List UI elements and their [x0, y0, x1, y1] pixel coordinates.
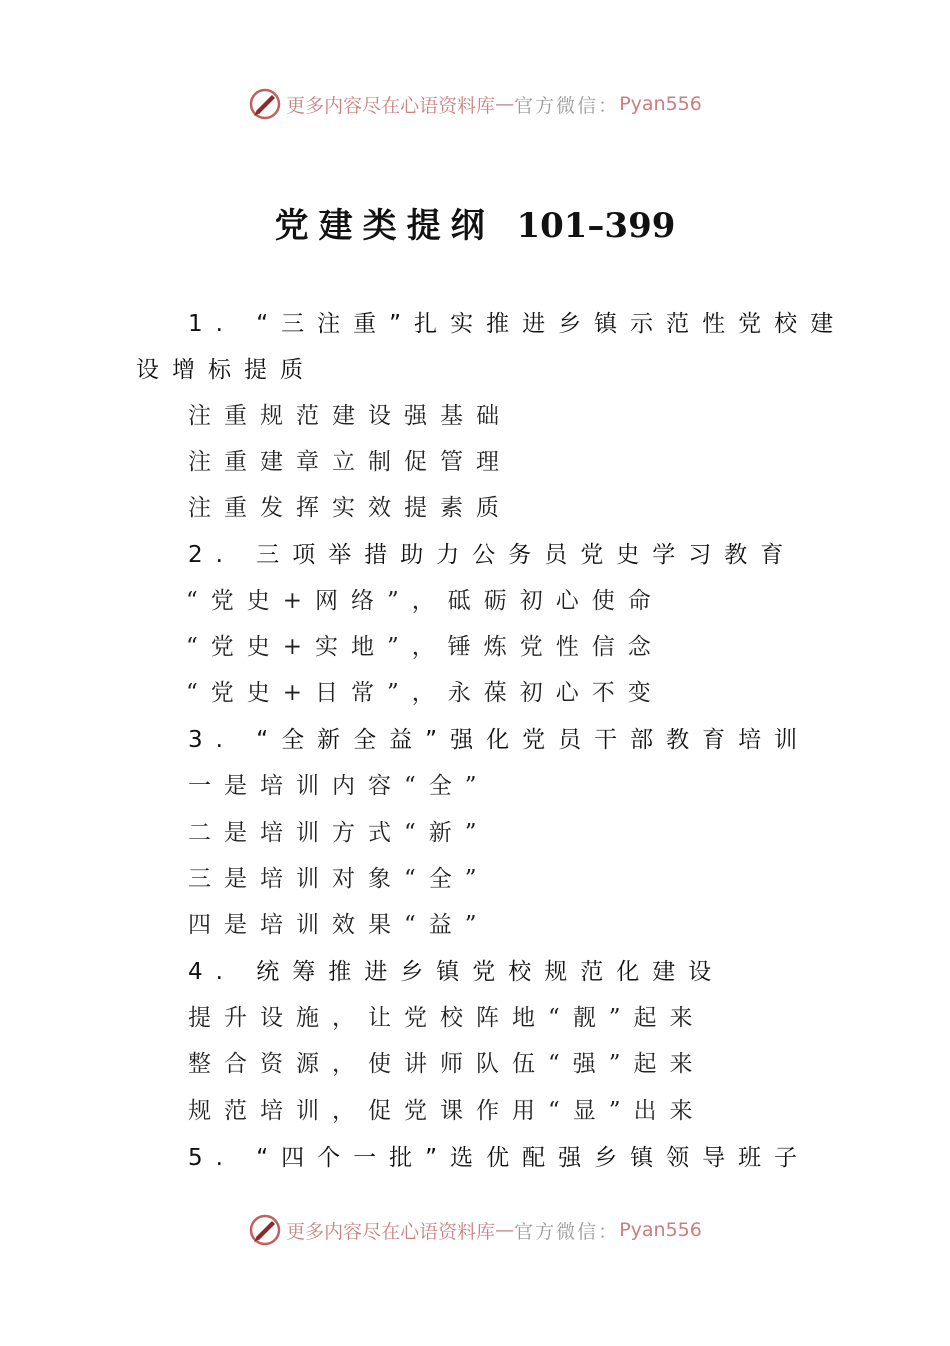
item-point: “党史+实地”，锤炼党性信念 — [186, 634, 664, 660]
footer-watermark — [0, 1210, 950, 1250]
pen-logo-icon — [248, 87, 282, 121]
item-point: 整合资源，使讲师队伍“强”起来 — [188, 1051, 706, 1077]
watermark-text: 更多内容尽在心语资料库 — [286, 94, 496, 117]
title-range: 101–399 — [516, 206, 676, 246]
watermark-wechat-label: 官方微信： — [514, 1220, 620, 1243]
item-point: 三是培训对象“全” — [188, 866, 490, 892]
item-heading-3: 3. “全新全益”强化党员干部教育培训 — [188, 727, 811, 753]
watermark-wechat-label: 官方微信： — [514, 94, 620, 117]
item-point: 注重发挥实效提素质 — [188, 495, 512, 521]
watermark-dash: — — [495, 93, 515, 115]
item-point: 规范培训，促党课作用“显”出来 — [188, 1098, 706, 1124]
watermark-dash: — — [495, 1219, 515, 1241]
item-point: “党史+日常”，永葆初心不变 — [186, 680, 664, 706]
header-watermark — [0, 84, 950, 124]
item-heading-1-cont: 设增标提质 — [136, 357, 316, 383]
item-point: “党史+网络”，砥砺初心使命 — [186, 588, 664, 614]
item-point: 注重规范建设强基础 — [188, 403, 512, 429]
title-text: 党建类提纲 — [274, 206, 495, 246]
page-title — [0, 198, 950, 247]
item-point: 二是培训方式“新” — [188, 820, 490, 846]
item-heading-2: 2. 三项举措助力公务员党史学习教育 — [188, 542, 797, 568]
item-heading-5: 5. “四个一批”选优配强乡镇领导班子 — [188, 1145, 811, 1171]
watermark-wechat-id: Pyan556 — [619, 93, 702, 115]
item-point: 四是培训效果“益” — [188, 912, 490, 938]
watermark-wechat-id: Pyan556 — [619, 1219, 702, 1241]
item-point: 一是培训内容“全” — [188, 773, 490, 799]
watermark-text: 更多内容尽在心语资料库 — [286, 1220, 496, 1243]
item-point: 提升设施，让党校阵地“靓”起来 — [188, 1005, 706, 1031]
pen-logo-icon — [248, 1213, 282, 1247]
item-point: 注重建章立制促管理 — [188, 449, 512, 475]
item-heading-4: 4. 统筹推进乡镇党校规范化建设 — [188, 959, 725, 985]
item-heading-1: 1. “三注重”扎实推进乡镇示范性党校建 — [188, 311, 847, 337]
